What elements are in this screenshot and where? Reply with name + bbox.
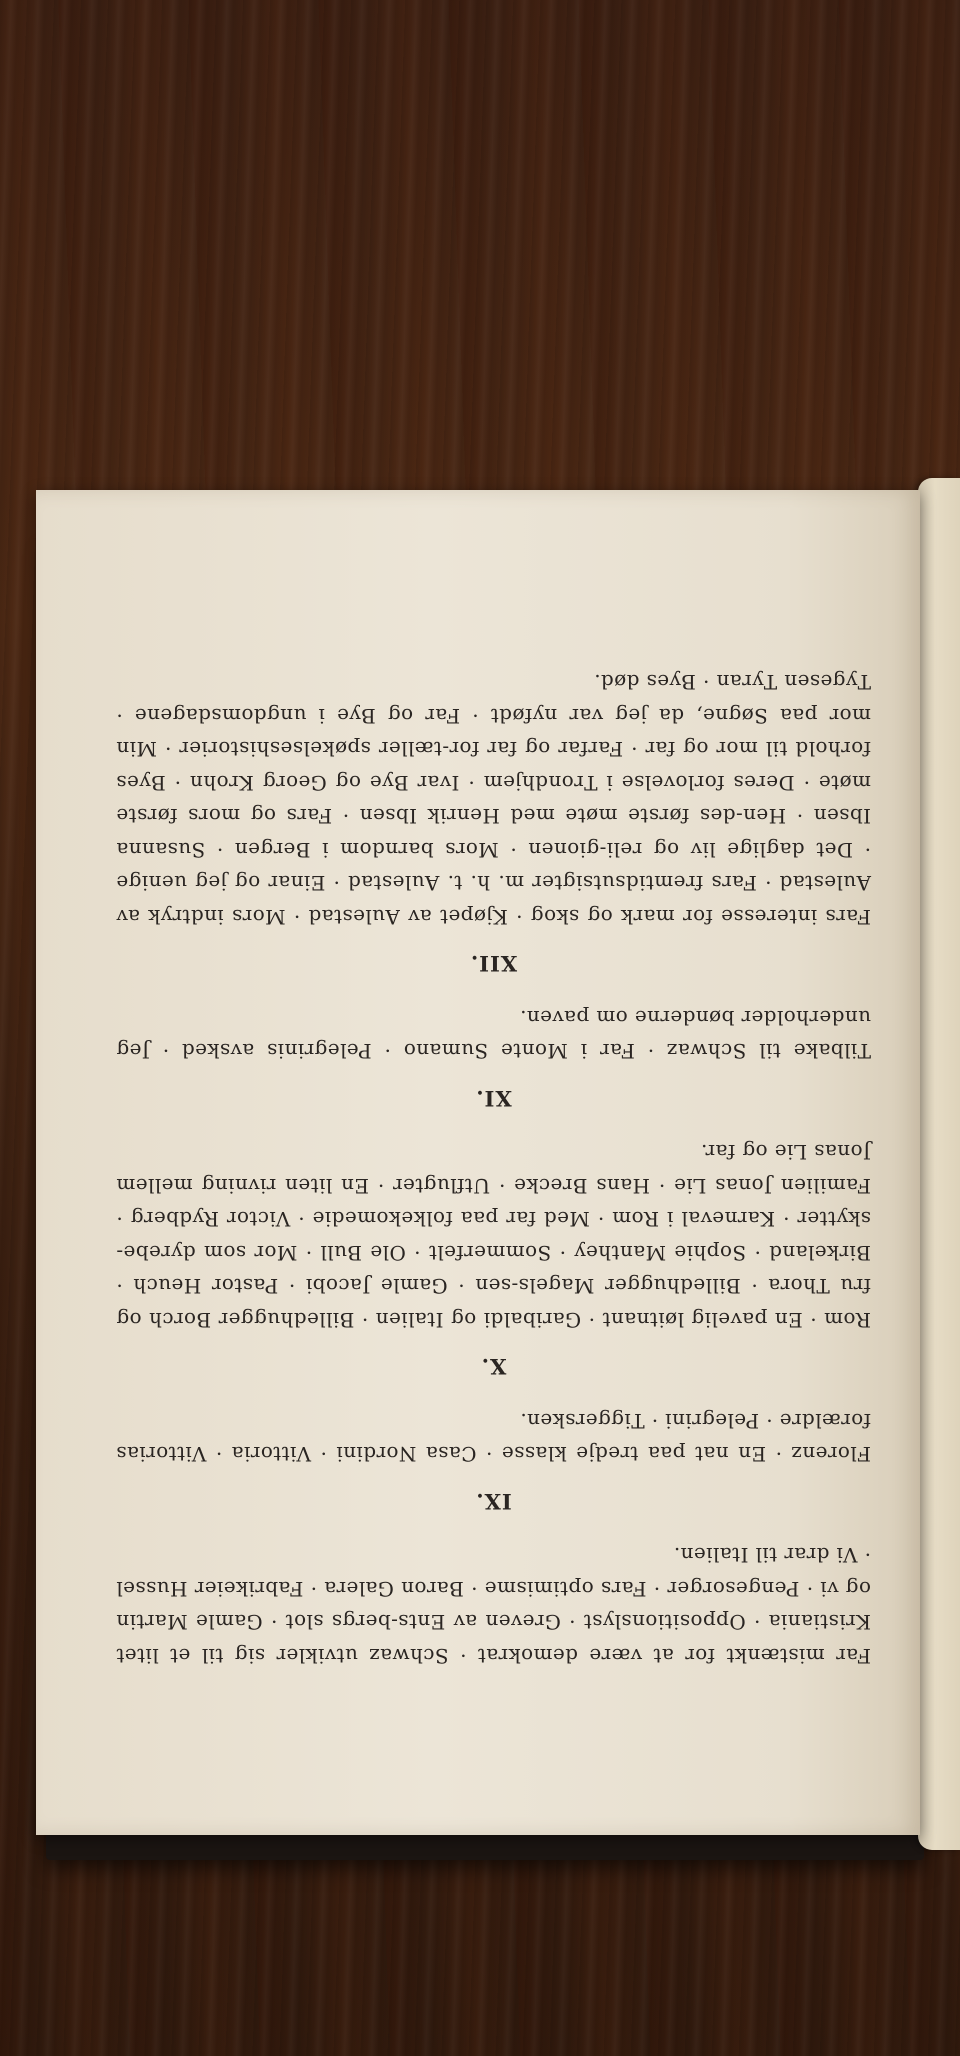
section-text-xii: Fars interesse for mark og skog · Kjøpet av Aulestad · Mors indtryk av Aulestad · Fars fremtidsutsigter m. h. t. Aulestad · Einar og jeg uenige · Det daglige liv og reli-gionen · Mors barndom i Bergen · Susanna Ibsen · Hen-des første møte med Henrik Ibsen · Fars og mors første møte · Deres forlovelse i Trondhjem · Ivar Bye og Georg Krohn · Byes forhold til mor og far · Farfar og far for-tæller spøkelseshistorier · Min mor paa Søgne, da jeg var nyfødt · Far og Bye i ungdomsdagene · Tygesen Tyran · Byes død. — [116, 670, 871, 929]
section-text-ix: Florenz · En nat paa tredje klasse · Casa Nordini · Vittoria · Vittorias forældre · Pelegrini · Tiggersken. — [116, 1409, 871, 1467]
book-page — [36, 490, 920, 1835]
section-text-xi: Tilbake til Schwaz · Far i Monte Sumano · Pelegrinis avsked · Jeg underholder bønderne om paven. — [116, 1006, 871, 1064]
section-numeral-x: X. — [480, 1354, 507, 1380]
section-numeral-ix: IX. — [475, 1489, 512, 1514]
section-numeral-xi: XI. — [475, 1086, 512, 1111]
table-of-contents-text — [116, 665, 871, 1672]
intro-paragraph: Far mistænkt for at være demokrat · Schwaz utvikler sig til et litet Kristiania · Oppositionslyst · Greven av Ents-bergs slot · Gamle Martin og vi · Pengesorger · Fars optimisme · Baron Galera · Fabrikeier Hussel · Vi drar til Italien. — [116, 1543, 871, 1668]
section-text-x: Rom · En pavelig løitnant · Garibaldi og Italien · Billedhugger Borch og fru Thora · Billedhugger Magels-sen · Gamle Jacobi · Pastor Heuch · Birkeland · Sophie Manthey · Sommerfelt · Ole Bull · Mor som dyrebe-skytter · Karneval i Rom · Med far paa folkekomedie · Victor Rydberg · Familien Jonas Lie · Hans Brecke · Utflugter · En liten rivning mellem Jonas Lie og far. — [116, 1140, 871, 1332]
facing-page-edge — [918, 478, 960, 1850]
section-numeral-xii: XII. — [469, 951, 518, 977]
